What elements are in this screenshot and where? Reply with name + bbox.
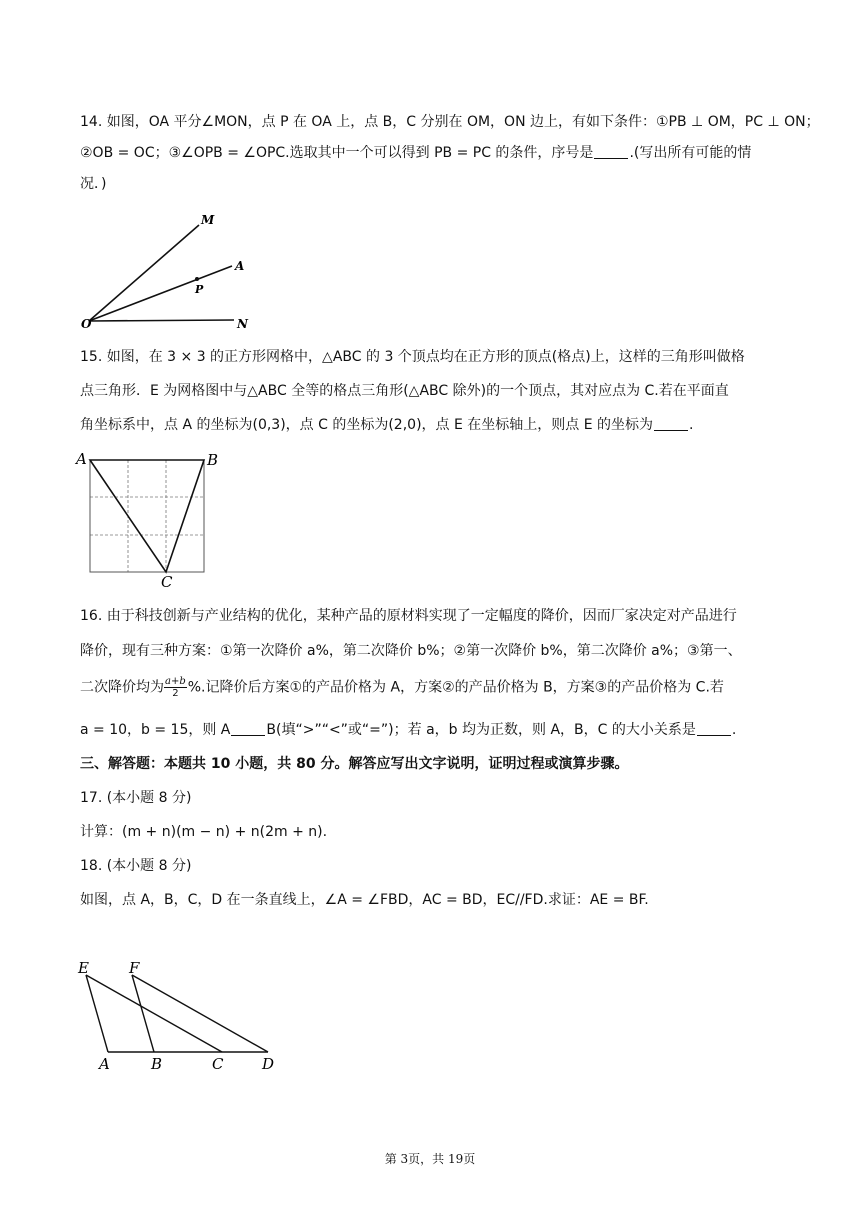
q15-answer-blank xyxy=(654,416,688,431)
grid-border xyxy=(90,460,204,572)
label-c: C xyxy=(212,1055,224,1073)
q17-text: 计算：(m + n)(m − n) + n(2m + n). xyxy=(80,824,328,840)
label-b: B xyxy=(151,1055,163,1073)
label-e: E xyxy=(78,959,89,977)
label-b: B xyxy=(207,451,219,469)
label-n: N xyxy=(237,317,248,331)
segment-bf xyxy=(132,975,154,1052)
label-m: M xyxy=(201,213,215,227)
q15-grid-figure xyxy=(76,450,236,590)
q14-line-2-text: ②OB = OC；③∠OPB = ∠OPC.选取其中一个可以得到 PB = PC 的条件，序号是 xyxy=(80,145,594,161)
q16-line-4-tail: . xyxy=(731,722,737,738)
q14-figure xyxy=(80,208,260,338)
point-p xyxy=(195,277,199,281)
page-footer: 第 3页，共 19页 xyxy=(384,1152,476,1166)
q16-line-1: 16. 由于科技创新与产业结构的优化，某种产品的原材料实现了一定幅度的降价，因而厂家决定对产品进行 xyxy=(80,608,737,624)
segment-ec xyxy=(86,975,222,1052)
segment-fd xyxy=(132,975,268,1052)
q16-answer-blank-2 xyxy=(697,721,731,736)
q16-line-3-text: 二次降价均为 xyxy=(80,679,164,696)
q14-line-2-tail: .(写出所有可能的情 xyxy=(629,145,752,161)
q14-line-2 xyxy=(80,143,782,163)
q16-line-4 xyxy=(80,720,782,740)
q16-line-4-text: a = 10，b = 15，则 A xyxy=(80,722,231,738)
q14-line-3: 况．) xyxy=(80,176,107,192)
label-o: O xyxy=(81,317,92,331)
fraction-a-plus-b-over-2 xyxy=(164,676,187,699)
label-d: D xyxy=(262,1055,275,1073)
fraction-denominator: 2 xyxy=(172,688,179,699)
q16-line-3-tail: %.记降价后方案①的产品价格为 A，方案②的产品价格为 B，方案③的产品价格为 C.若 xyxy=(187,679,724,696)
label-a: A xyxy=(99,1055,110,1073)
ray-on xyxy=(89,320,234,321)
label-c: C xyxy=(161,573,173,591)
q15-line-3-tail: . xyxy=(689,417,694,433)
q15-line-2: 点三角形．E 为网格图中与△ABC 全等的格点三角形(△ABC 除外)的一个顶点，其对应点为 C.若在平面直 xyxy=(80,383,729,399)
q14-answer-blank xyxy=(594,144,628,159)
q16-line-3 xyxy=(80,676,782,699)
q15-line-3-text: 角坐标系中，点 A 的坐标为(0,3)，点 C 的坐标为(2,0)，点 E 在坐标轴上，则点 E 的坐标为 xyxy=(80,417,654,433)
fraction-numerator: a+b xyxy=(165,676,186,687)
q18-figure xyxy=(74,955,294,1075)
q15-line-1: 15. 如图，在 3 × 3 的正方形网格中，△ABC 的 3 个顶点均在正方形的顶点(格点)上，这样的三角形叫做格 xyxy=(80,349,745,365)
label-p: P xyxy=(195,283,204,296)
triangle-abc xyxy=(90,460,204,572)
label-a: A xyxy=(235,259,245,273)
q18-header: 18. (本小题 8 分) xyxy=(80,858,192,874)
q17-header: 17. (本小题 8 分) xyxy=(80,790,192,806)
q16-line-2: 降价，现有三种方案：①第一次降价 a%，第二次降价 b%；②第一次降价 b%，第二次降价 a%；③第一、 xyxy=(80,643,742,659)
label-a: A xyxy=(76,450,87,468)
section-3-heading: 三、解答题：本题共 10 小题，共 80 分。解答应写出文字说明，证明过程或演算步骤。 xyxy=(80,756,629,772)
ray-om xyxy=(89,225,199,321)
q15-line-3 xyxy=(80,415,782,435)
q16-answer-blank-1 xyxy=(231,721,265,736)
q14-line-1: 14. 如图，OA 平分∠MON，点 P 在 OA 上，点 B，C 分别在 OM，ON 边上，有如下条件：①PB ⊥ OM，PC ⊥ ON； xyxy=(80,114,820,130)
q16-line-4-middle: B(填“>”“<”或“=”)；若 a，b 均为正数，则 A，B，C 的大小关系是 xyxy=(266,722,696,738)
q18-text: 如图，点 A，B，C，D 在一条直线上，∠A = ∠FBD，AC = BD，EC//FD.求证：AE = BF. xyxy=(80,892,649,908)
label-f: F xyxy=(129,959,140,977)
ray-oa xyxy=(89,266,232,321)
segment-ae xyxy=(86,975,108,1052)
